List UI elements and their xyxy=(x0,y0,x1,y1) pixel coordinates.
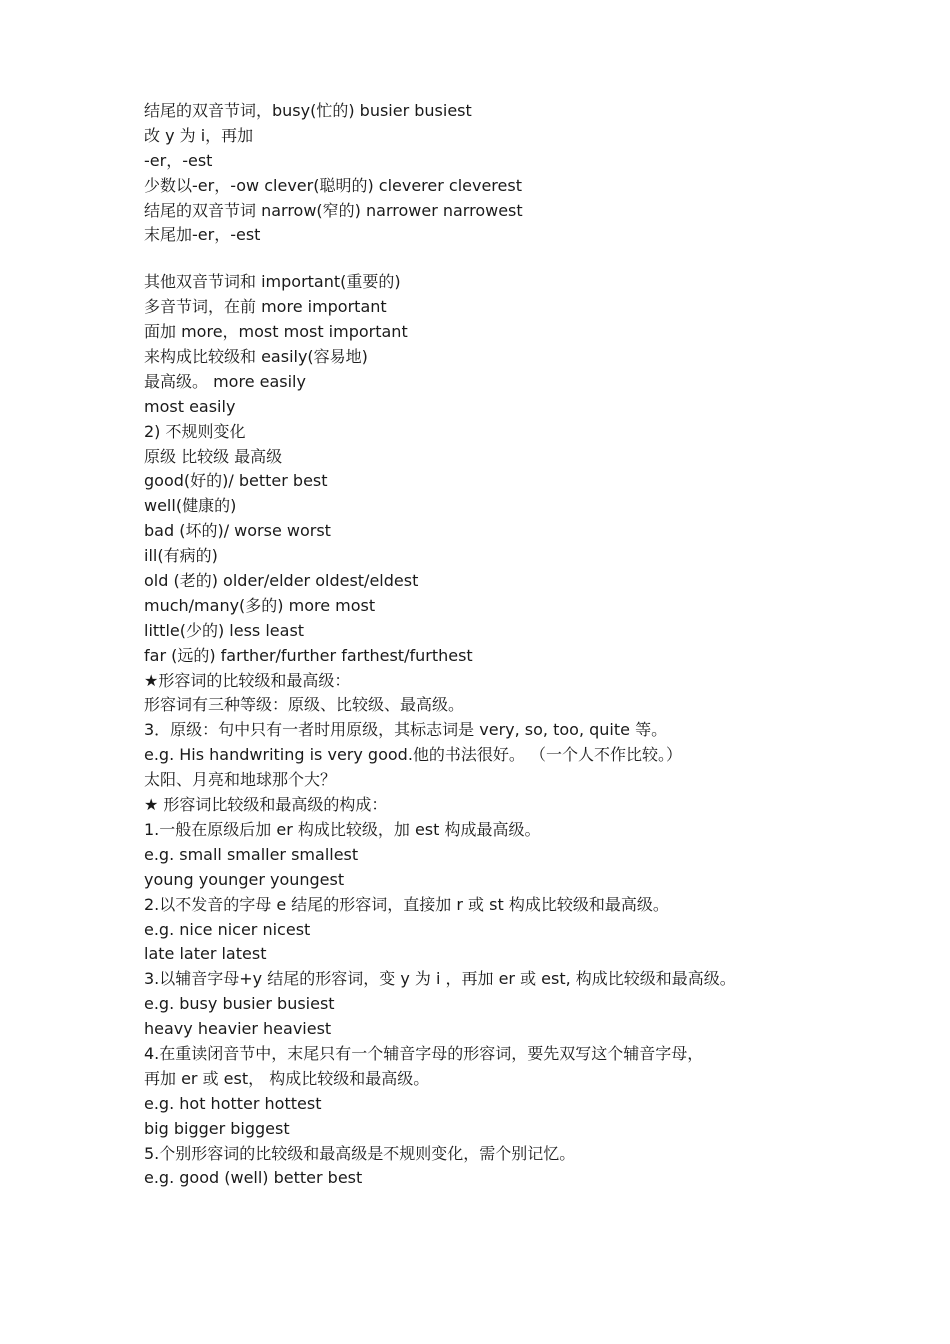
text-line: -er，-est xyxy=(144,150,213,170)
example-line: big bigger biggest xyxy=(144,1118,290,1138)
text-line: 来构成比较级和 easily(容易地) xyxy=(144,347,368,367)
rule-line: 再加 er 或 est， 构成比较级和最高级。 xyxy=(144,1068,430,1088)
text-line: far (远的) farther/further farthest/furthest xyxy=(144,645,473,665)
text-line: well(健康的) xyxy=(144,496,237,516)
text-line: 多音节词，在前 more important xyxy=(144,297,387,317)
text-line: 3．原级：句中只有一者时用原级，其标志词是 very, so, too, quite 等。 xyxy=(144,720,668,740)
text-line: bad (坏的)/ worse worst xyxy=(144,521,331,541)
rule-line: 2.以不发音的字母 e 结尾的形容词，直接加 r 或 st 构成比较级和最高级。 xyxy=(144,894,669,914)
example-line: e.g. nice nicer nicest xyxy=(144,919,311,939)
example-line: e.g. His handwriting is very good.他的书法很好。 （一个人不作比较。） xyxy=(144,745,682,765)
text-line: 其他双音节词和 important(重要的) xyxy=(144,272,401,292)
text-line: old (老的) older/elder oldest/eldest xyxy=(144,571,419,591)
document-body xyxy=(144,99,844,1191)
section-heading: 2) 不规则变化 xyxy=(144,421,246,441)
text-line: 太阳、月亮和地球那个大？ xyxy=(144,770,337,790)
example-line: heavy heavier heaviest xyxy=(144,1019,332,1039)
example-line: young younger youngest xyxy=(144,869,345,889)
rule-line: 3.以辅音字母+y 结尾的形容词，变 y 为 i ，再加 er 或 est, 构成比较级和最高级。 xyxy=(144,969,736,989)
example-line: e.g. busy busier busiest xyxy=(144,994,335,1014)
text-line: 少数以-er，-ow clever(聪明的) cleverer cleverest xyxy=(144,175,522,195)
text-line: much/many(多的) more most xyxy=(144,595,376,615)
text-line: 面加 more，most most important xyxy=(144,322,408,342)
table-header-line: 原级 比较级 最高级 xyxy=(144,446,283,466)
text-line: 结尾的双音节词 narrow(窄的) narrower narrowest xyxy=(144,200,523,220)
text-line: 结尾的双音节词，busy(忙的) busier busiest xyxy=(144,101,472,120)
example-line: e.g. hot hotter hottest xyxy=(144,1093,322,1113)
text-line: most easily xyxy=(144,396,236,416)
rule-line: 1.一般在原级后加 er 构成比较级，加 est 构成最高级。 xyxy=(144,819,541,839)
paragraph-gap xyxy=(144,248,844,270)
text-line: 末尾加-er，-est xyxy=(144,225,261,245)
text-line: 形容词有三种等级：原级、比较级、最高级。 xyxy=(144,695,465,715)
section-heading: ★ 形容词比较级和最高级的构成： xyxy=(144,795,388,815)
rule-line: 4.在重读闭音节中，末尾只有一个辅音字母的形容词，要先双写这个辅音字母， xyxy=(144,1043,704,1063)
text-line: good(好的)/ better best xyxy=(144,471,328,491)
text-line: 改 y 为 i，再加 xyxy=(144,125,254,145)
text-line: ill(有病的) xyxy=(144,546,218,566)
example-line: late later latest xyxy=(144,944,267,964)
section-heading: ★形容词的比较级和最高级： xyxy=(144,670,351,690)
text-line: 最高级。 more easily xyxy=(144,371,306,391)
text-line: little(少的) less least xyxy=(144,620,305,640)
rule-line: 5.个别形容词的比较级和最高级是不规则变化，需个别记忆。 xyxy=(144,1143,576,1163)
example-line: e.g. small smaller smallest xyxy=(144,844,359,864)
example-line: e.g. good (well) better best xyxy=(144,1168,363,1188)
